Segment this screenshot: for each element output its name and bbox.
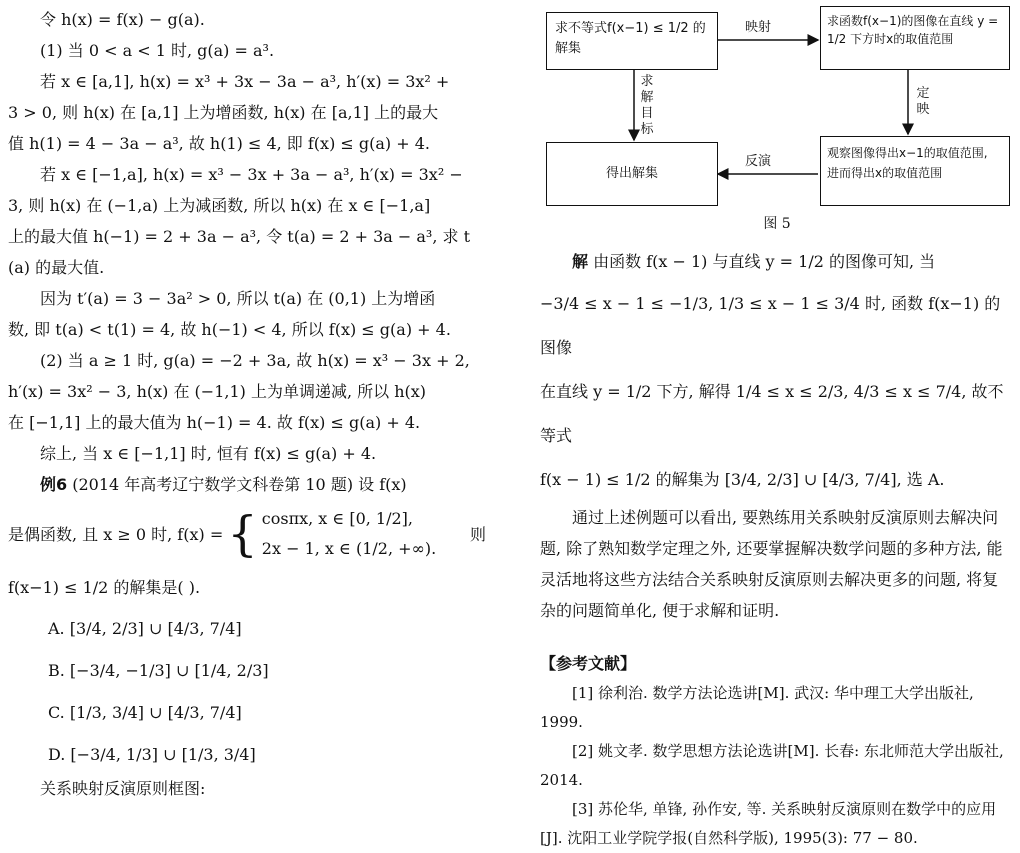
label-goal: 求解目标 xyxy=(640,74,654,137)
example-6 xyxy=(8,469,486,500)
solution-text-1: 由函数 f(x − 1) 与直线 y = 1/2 的图像可知, 当 xyxy=(593,252,936,271)
question-line: f(x−1) ≤ 1/2 的解集是( ). xyxy=(8,578,201,597)
example-label: 例6 xyxy=(40,475,68,494)
framework-diagram xyxy=(540,4,1014,238)
right-column xyxy=(540,4,1014,853)
label-map: 映射 xyxy=(745,20,772,35)
case-1c-line-1: 因为 t′(a) = 3 − 3a² > 0, 所以 t(a) 在 (0,1) 上为增函 xyxy=(40,289,436,308)
solution-line-4: f(x − 1) ≤ 1/2 的解集为 [3/4, 2/3] ∪ [4/3, 7/4], 选 A. xyxy=(540,470,945,489)
example-text: (2014 年高考辽宁数学文科卷第 10 题) 设 f(x) xyxy=(72,475,407,494)
piecewise-definition xyxy=(8,500,486,568)
case-1a-line-2: 3 > 0, 则 h(x) 在 [a,1] 上为增函数, h(x) 在 [a,1] 上的最大 xyxy=(8,103,439,122)
choice-a: A. [3/4, 2/3] ∪ [4/3, 7/4] xyxy=(48,619,242,638)
choice-d: D. [−3/4, 1/3] ∪ [1/3, 3/4] xyxy=(48,745,256,764)
label-fix: 定映 xyxy=(916,86,930,117)
solution-line-2: −3/4 ≤ x − 1 ≤ −1/3, 1/3 ≤ x − 1 ≤ 3/4 时, 函数 f(x−1) 的图像 xyxy=(540,294,1001,357)
case-1-heading: (1) 当 0 < a < 1 时, g(a) = a³. xyxy=(40,41,275,60)
case-2-line-3: 在 [−1,1] 上的最大值为 h(−1) = 4. 故 f(x) ≤ g(a) + 4. xyxy=(8,413,421,432)
solution-line-3: 在直线 y = 1/2 下方, 解得 1/4 ≤ x ≤ 2/3, 4/3 ≤ x ≤ 7/4, 故不等式 xyxy=(540,382,1004,445)
piecewise-cases xyxy=(262,504,436,564)
h-definition: 令 h(x) = f(x) − g(a). xyxy=(40,10,205,29)
reference-3: [3] 苏伦华, 单锋, 孙作安, 等. 关系映射反演原则在数学中的应用[J]. 沈阳工业学院学报(自然科学版), 1995(3): 77 − 80. xyxy=(540,800,997,847)
reference-1: [1] 徐利治. 数学方法论选讲[M]. 武汉: 华中理工大学出版社, 1999. xyxy=(540,684,974,731)
box-observe-graph: 观察图像得出x−1的取值范围, 进而得出x的取值范围 xyxy=(820,136,1010,206)
even-function-text: 是偶函数, 且 x ≥ 0 时, f(x) = xyxy=(8,524,224,544)
choice-b: B. [−3/4, −1/3] ∪ [1/4, 2/3] xyxy=(48,661,269,680)
box-function-graph: 求函数f(x−1)的图像在直线 y = 1/2 下方时x的取值范围 xyxy=(820,6,1010,70)
solution-line-1 xyxy=(540,242,1014,282)
box-solution-set: 得出解集 xyxy=(546,142,718,206)
conclusion-line: 综上, 当 x ∈ [−1,1] 时, 恒有 f(x) ≤ g(a) + 4. xyxy=(40,444,377,463)
then-word: 则 xyxy=(469,524,486,544)
box-inequality: 求不等式f(x−1) ≤ 1/2 的解集 xyxy=(546,12,718,70)
case-1b-line-2: 3, 则 h(x) 在 (−1,a) 上为减函数, 所以 h(x) 在 x ∈ [−1,a] xyxy=(8,196,431,215)
references-title: 【参考文献】 xyxy=(540,654,637,673)
summary-paragraph: 通过上述例题可以看出, 要熟练用关系映射反演原则去解决问题, 除了熟知数学定理之外, 还要掌握解决数学问题的多种方法, 能灵活地将这些方法结合关系映射反演原则去解决更多的问题, 将复杂的问题简单化, 便于求解和证明. xyxy=(540,508,1003,620)
reference-2: [2] 姚文孝. 数学思想方法论选讲[M]. 长春: 东北师范大学出版社, 2014. xyxy=(540,742,1004,789)
case-1c-line-2: 数, 即 t(a) < t(1) = 4, 故 h(−1) < 4, 所以 f(x) ≤ g(a) + 4. xyxy=(8,320,451,339)
figure-caption: 图 5 xyxy=(763,216,791,232)
piece-2: 2x − 1, x ∈ (1/2, +∞). xyxy=(261,539,437,558)
framework-title: 关系映射反演原则框图: xyxy=(40,779,206,798)
case-1b-line-1: 若 x ∈ [−1,a], h(x) = x³ − 3x + 3a − a³, h′(x) = 3x² − xyxy=(40,165,463,184)
choice-c: C. [1/3, 3/4] ∪ [4/3, 7/4] xyxy=(48,703,242,722)
solution-label: 解 xyxy=(572,252,589,271)
case-2-line-2: h′(x) = 3x² − 3, h(x) 在 (−1,1) 上为单调递减, 所以 h(x) xyxy=(8,382,427,401)
case-2-line-1: (2) 当 a ≥ 1 时, g(a) = −2 + 3a, 故 h(x) = x³ − 3x + 2, xyxy=(40,351,470,370)
case-1a-line-1: 若 x ∈ [a,1], h(x) = x³ + 3x − 3a − a³, h′(x) = 3x² + xyxy=(40,72,450,91)
case-1a-line-3: 值 h(1) = 4 − 3a − a³, 故 h(1) ≤ 4, 即 f(x) ≤ g(a) + 4. xyxy=(8,134,431,153)
left-column xyxy=(8,4,486,802)
piecewise-brace: { xyxy=(227,506,258,562)
case-1b-line-3: 上的最大值 h(−1) = 2 + 3a − a³, 令 t(a) = 2 + 3a − a³, 求 t xyxy=(8,227,471,246)
label-inverse: 反演 xyxy=(745,154,772,169)
case-1b-line-4: (a) 的最大值. xyxy=(8,258,105,277)
piece-1: cosπx, x ∈ [0, 1/2], xyxy=(261,509,414,528)
